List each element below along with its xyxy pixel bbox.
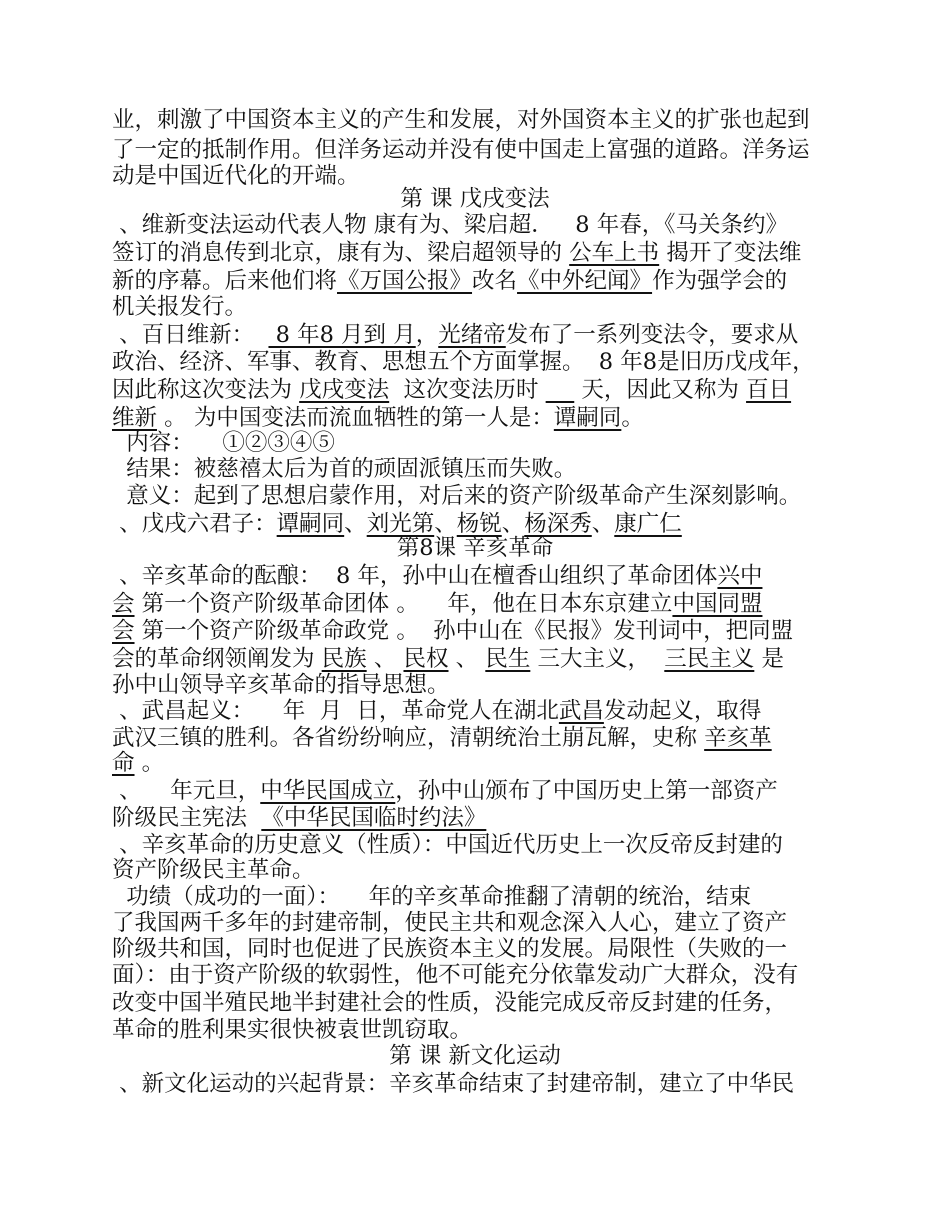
underlined-answer: 杨深秀 bbox=[524, 511, 592, 537]
text-segment: 发动起义，取得 bbox=[603, 698, 762, 724]
text-line bbox=[112, 805, 486, 831]
underlined-answer: 会 bbox=[112, 618, 135, 644]
underlined-answer: 光绪帝 bbox=[438, 322, 506, 348]
underlined-answer: 辛亥革 bbox=[704, 725, 772, 751]
underlined-answer: 杨锐 bbox=[456, 511, 502, 537]
underlined-answer: 命 bbox=[112, 750, 135, 776]
text-line bbox=[112, 456, 576, 482]
text-segment: 动是中国近代化的开端。 bbox=[112, 163, 360, 189]
text-segment: 机关报发行。 bbox=[112, 294, 248, 320]
text-line bbox=[112, 563, 762, 589]
text-segment: 、新文化运动的兴起背景：辛亥革命结束了封建帝制，建立了中华民 bbox=[112, 1071, 795, 1097]
underlined-answer: 刘光第 bbox=[366, 511, 435, 537]
text-line bbox=[112, 832, 783, 858]
text-segment: 发布了一系列变法令，要求从 bbox=[505, 322, 799, 348]
text-segment: 。 bbox=[134, 750, 165, 776]
underlined-answer: 中国同盟 bbox=[672, 591, 763, 617]
text-segment: 第 课 戊戌变法 bbox=[400, 186, 550, 212]
text-segment: 孙中山领导辛亥革命的指导思想。 bbox=[112, 672, 450, 698]
underlined-answer: 武昌 bbox=[558, 698, 604, 724]
lesson-heading bbox=[0, 535, 950, 561]
text-segment: 阶级民主宪法 bbox=[112, 805, 262, 831]
underlined-answer: 兴中 bbox=[717, 563, 763, 589]
text-segment: 签订的消息传到北京，康有为、梁启超领导的 bbox=[112, 240, 570, 266]
text-segment: 了我国两千多年的封建帝制，使民主共和观念深入人心，建立了资产 bbox=[112, 910, 788, 936]
text-segment: 。 bbox=[621, 405, 644, 431]
text-line bbox=[112, 884, 751, 910]
text-segment: 业，刺激了中国资本主义的产生和发展，对外国资本主义的扩张也起到 bbox=[112, 107, 810, 133]
text-line bbox=[112, 430, 335, 456]
text-segment: 、戊戌六君子： bbox=[112, 511, 277, 537]
text-segment: 、 bbox=[501, 511, 525, 537]
text-line bbox=[112, 1071, 794, 1097]
text-segment: 结果：被慈禧太后为首的顽固派镇压而失败。 bbox=[112, 456, 577, 482]
text-segment: 第一个资产阶级革命团体 。 年，他在日本东京建立 bbox=[134, 591, 673, 617]
text-segment: 天，因此又称为 bbox=[574, 377, 747, 403]
text-line bbox=[112, 750, 164, 776]
text-segment: 、百日维新： bbox=[112, 322, 269, 348]
text-line bbox=[112, 240, 801, 266]
text-line bbox=[112, 910, 787, 936]
text-segment: 作为强学会的 bbox=[652, 268, 788, 294]
text-segment: 揭开了变法维 bbox=[659, 240, 802, 266]
text-segment: 第一个资产阶级革命政党 。 孙中山在《民报》发刊词中，把同盟 bbox=[134, 618, 794, 644]
underlined-answer: 中华民国成立 bbox=[260, 778, 396, 804]
text-line bbox=[112, 268, 787, 294]
text-segment: 、 bbox=[344, 511, 367, 537]
underlined-answer: 康广仁 bbox=[614, 511, 682, 537]
text-line bbox=[112, 107, 810, 133]
underlined-answer: 会 bbox=[112, 591, 135, 617]
text-segment: 内容： ①②③④⑤ bbox=[112, 430, 335, 456]
text-line bbox=[112, 322, 798, 348]
text-line bbox=[112, 618, 793, 644]
underlined-answer: 民权 bbox=[403, 646, 449, 672]
underlined-answer: 谭嗣同 bbox=[553, 405, 622, 431]
text-segment: 革命的胜利果实很快被袁世凯窃取。 bbox=[112, 1017, 473, 1043]
text-line bbox=[112, 137, 810, 163]
text-line bbox=[112, 990, 787, 1016]
text-segment: 功绩（成功的一面）： 年的辛亥革命推翻了清朝的统治，结束 bbox=[112, 884, 752, 910]
text-line bbox=[112, 294, 247, 320]
underlined-answer: 《中华民国临时约法》 bbox=[261, 805, 487, 831]
underlined-answer: 《万国公报》 bbox=[337, 268, 473, 294]
underlined-answer: 民生 bbox=[485, 646, 531, 672]
text-segment: 武汉三镇的胜利。各省纷纷响应，清朝统治土崩瓦解，史称 bbox=[112, 725, 705, 751]
text-segment: 、辛亥革命的酝酿： 8 年，孙中山在檀香山组织了革命团体 bbox=[112, 563, 718, 589]
underlined-answer: 戊戌变法 bbox=[299, 377, 390, 403]
text-segment: 这次变法历时 bbox=[389, 377, 546, 403]
text-line bbox=[112, 405, 644, 431]
text-segment: 是 bbox=[754, 646, 784, 672]
text-line bbox=[112, 1017, 472, 1043]
text-segment: 。 为中国变法而流血牺牲的第一人是： bbox=[157, 405, 554, 431]
text-segment: ， bbox=[415, 322, 439, 348]
underlined-answer bbox=[546, 377, 575, 403]
text-segment: 三大主义， bbox=[530, 646, 665, 672]
underlined-answer: 8 年8 月到 月 bbox=[268, 322, 416, 348]
text-segment: 意义：起到了思想启蒙作用，对后来的资产阶级革命产生深刻影响。 bbox=[112, 483, 802, 509]
text-segment: 、 bbox=[434, 511, 457, 537]
text-line bbox=[112, 212, 788, 238]
text-segment: 政治、经济、军事、教育、思想五个方面掌握。 8 年8是旧历戊戌年， bbox=[112, 349, 815, 375]
text-line bbox=[112, 377, 791, 403]
underlined-answer: 维新 bbox=[112, 405, 158, 431]
text-segment: 、 bbox=[366, 646, 404, 672]
lesson-heading bbox=[0, 186, 950, 212]
text-line bbox=[112, 349, 815, 375]
text-segment: 、 bbox=[591, 511, 615, 537]
text-line bbox=[112, 857, 315, 883]
text-segment: 改名 bbox=[472, 268, 518, 294]
text-segment: 了一定的抵制作用。但洋务运动并没有使中国走上富强的道路。洋务运 bbox=[112, 137, 810, 163]
text-segment: 、维新变法运动代表人物 康有为、梁启超． 8 年春，《马关条约》 bbox=[112, 212, 788, 238]
text-line bbox=[112, 646, 784, 672]
text-line bbox=[112, 962, 798, 988]
underlined-answer: 《中外纪闻》 bbox=[517, 268, 653, 294]
text-segment: 会的革命纲领阐发为 bbox=[112, 646, 322, 672]
text-line bbox=[112, 591, 762, 617]
text-segment: 、武昌起义： 年 月 日，革命党人在湖北 bbox=[112, 698, 559, 724]
text-segment: 、 bbox=[448, 646, 486, 672]
text-line bbox=[112, 672, 450, 698]
text-segment: 第8课 辛亥革命 bbox=[396, 535, 554, 561]
text-segment: 新的序幕。后来他们将 bbox=[112, 268, 338, 294]
text-line bbox=[112, 778, 778, 804]
text-line bbox=[112, 698, 761, 724]
text-line bbox=[112, 936, 787, 962]
text-line bbox=[112, 511, 682, 537]
lesson-heading bbox=[0, 1043, 950, 1069]
underlined-answer: 公车上书 bbox=[569, 240, 660, 266]
text-line bbox=[112, 483, 801, 509]
underlined-answer: 百日 bbox=[746, 377, 792, 403]
text-segment: 面）：由于资产阶级的软弱性，他不可能充分依靠发动广大群众，没有 bbox=[112, 962, 799, 988]
text-line bbox=[112, 725, 772, 751]
text-segment: ，孙中山颁布了中国历史上第一部资产 bbox=[395, 778, 778, 804]
text-segment: 因此称这次变法为 bbox=[112, 377, 300, 403]
underlined-answer: 民族 bbox=[321, 646, 367, 672]
text-segment: 第 课 新文化运动 bbox=[389, 1043, 561, 1069]
text-segment: 阶级共和国，同时也促进了民族资本主义的发展。局限性（失败的一 bbox=[112, 936, 788, 962]
text-segment: 、 年元旦， bbox=[112, 778, 261, 804]
underlined-answer: 三民主义 bbox=[664, 646, 755, 672]
text-segment: 资产阶级民主革命。 bbox=[112, 857, 315, 883]
text-segment: 、辛亥革命的历史意义（性质）：中国近代历史上一次反帝反封建的 bbox=[112, 832, 783, 858]
text-segment: 改变中国半殖民地半封建社会的性质，没能完成反帝反封建的任务， bbox=[112, 990, 788, 1016]
underlined-answer: 谭嗣同 bbox=[276, 511, 345, 537]
